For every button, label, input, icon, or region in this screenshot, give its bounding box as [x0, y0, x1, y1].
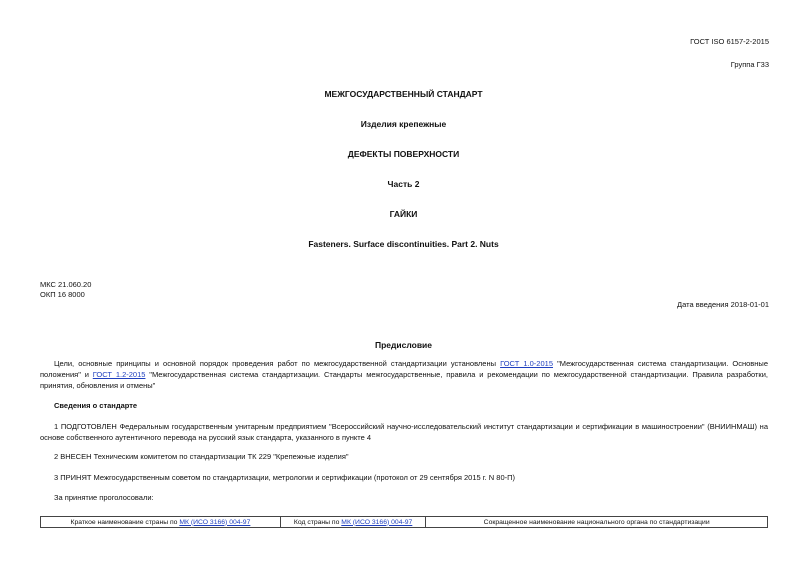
foreword-text-a: Цели, основные принципы и основной порядок проведения работ по межгосударственной стандартизации установлены: [54, 359, 501, 368]
gost-1-0-link[interactable]: ГОСТ 1.0-2015: [500, 359, 553, 368]
column-country-name: [41, 517, 281, 528]
column-country-code-text: Код страны по: [293, 518, 342, 526]
column-national-body: Сокращенное наименование национального органа по стандартизации: [426, 517, 768, 528]
voted-label: За принятие проголосовали:: [54, 493, 154, 502]
english-title: Fasteners. Surface discontinuities. Part 2. Nuts: [308, 239, 499, 249]
mk-iso-link-2[interactable]: МК (ИСО 3166) 004-97: [341, 518, 413, 526]
standard-subject: Изделия крепежные: [360, 119, 447, 129]
column-country-name-text: Краткое наименование страны по: [70, 518, 180, 526]
standard-kind: МЕЖГОСУДАРСТВЕННЫЙ СТАНДАРТ: [324, 89, 483, 99]
table-header-row: [41, 517, 768, 528]
group-code: Группа Г33: [730, 60, 769, 69]
mk-iso-link-1[interactable]: МК (ИСО 3166) 004-97: [179, 518, 251, 526]
standard-part: Часть 2: [387, 179, 420, 189]
foreword-text-b: "Межгосударственная система стандартизации. Основные положения" и: [40, 359, 768, 379]
item-2: 2 ВНЕСЕН Техническим комитетом по стандартизации ТК 229 "Крепежные изделия": [54, 452, 349, 461]
mks-code: МКС 21.060.20: [40, 280, 92, 289]
standard-code: ГОСТ ISO 6157-2-2015: [690, 37, 769, 46]
item-3: 3 ПРИНЯТ Межгосударственным советом по стандартизации, метрологии и сертификации (протокол от 29 сентября 2015 г. N 80-П): [54, 473, 515, 482]
info-heading: Сведения о стандарте: [54, 401, 138, 410]
gost-1-2-link[interactable]: ГОСТ 1.2-2015: [92, 370, 146, 379]
standard-subtitle: ГАЙКИ: [389, 209, 418, 219]
foreword-text-c: "Межгосударственная система стандартизации. Стандарты межгосударственные, правила и рекомендации по межгосударственной стандартизации. Правила разработки, принятия, обновления и отмены": [40, 370, 768, 390]
standard-title: ДЕФЕКТЫ ПОВЕРХНОСТИ: [347, 149, 460, 159]
foreword-heading: Предисловие: [374, 340, 433, 350]
effective-date: Дата введения 2018-01-01: [677, 300, 769, 309]
item-1: 1 ПОДГОТОВЛЕН Федеральным государственным унитарным предприятием "Всероссийский научно-исследовательский институт стандартизации и сертификации в машиностроении" (ВНИИНМАШ) на основе собственного аутентичного перевода на русский язык стандарта, указанного в пункте 4: [40, 422, 768, 442]
countries-table: [40, 516, 768, 528]
foreword-paragraph: [40, 358, 768, 391]
okp-code: ОКП 16 8000: [40, 290, 85, 299]
column-country-code: [280, 517, 425, 528]
